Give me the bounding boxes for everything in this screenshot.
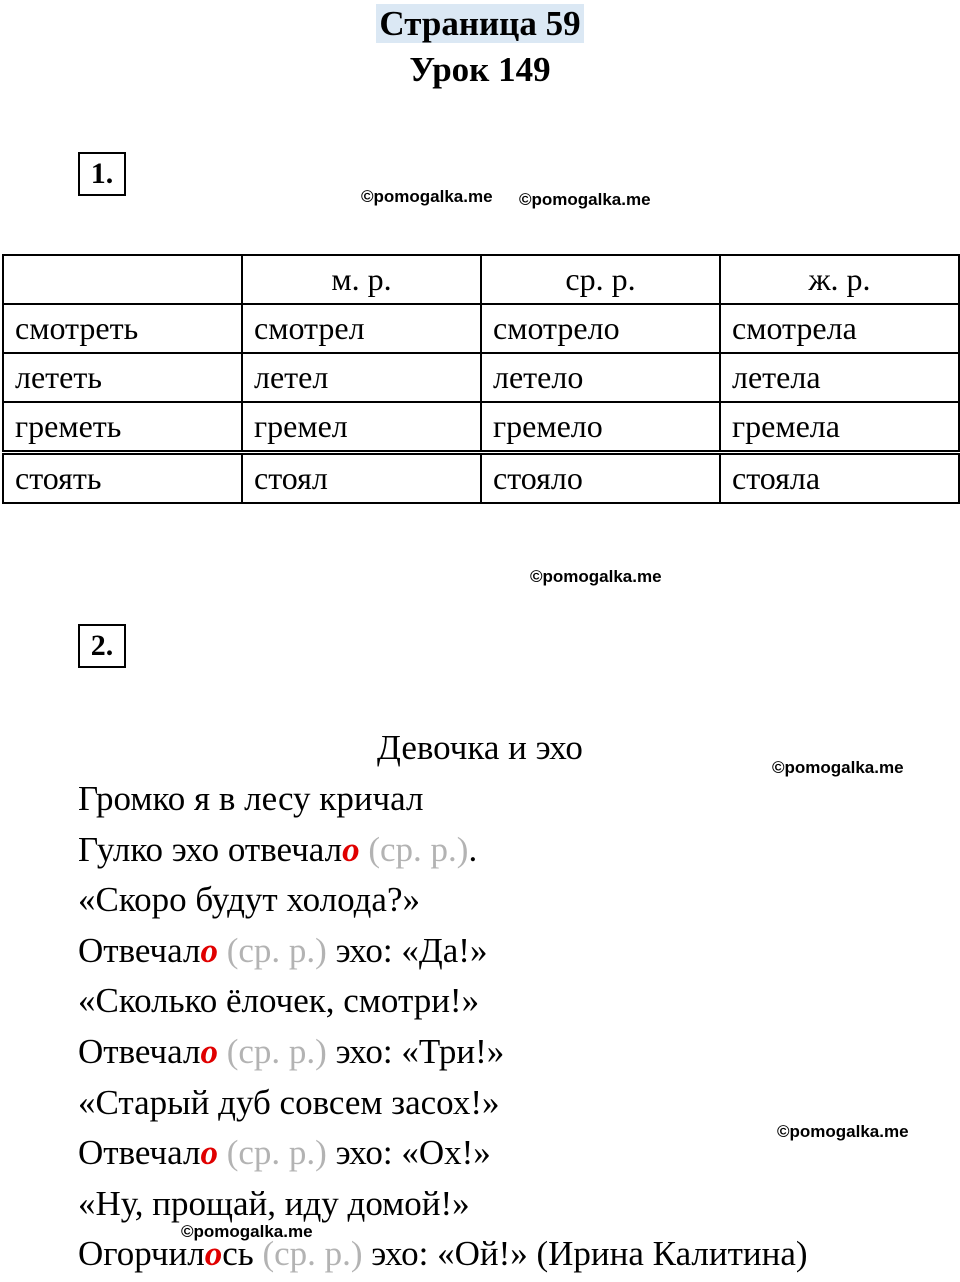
table-cell: греметь — [3, 402, 242, 453]
line-text: . — [468, 829, 478, 869]
table-cell: гремел — [242, 402, 481, 453]
table-cell: лететь — [3, 353, 242, 402]
gender-note: (ср. р.) — [368, 829, 469, 869]
ending-letter: о — [200, 1133, 218, 1173]
table-header-cell: м. р. — [242, 255, 481, 304]
table-header-cell: ср. р. — [481, 255, 720, 304]
poem-line — [78, 1130, 808, 1181]
watermark: ©pomogalka.me — [361, 187, 493, 206]
table-cell: гремело — [481, 402, 720, 453]
line-text: Громко я в лесу кричал — [78, 779, 424, 818]
task-number-2: 2. — [78, 624, 126, 668]
watermark: ©pomogalka.me — [181, 1222, 313, 1241]
poem-line — [78, 1080, 808, 1131]
table-row — [3, 304, 959, 353]
gender-forms-table — [2, 254, 960, 504]
line-text: сь — [222, 1234, 254, 1274]
line-text: эхо: «Ох!» — [326, 1133, 491, 1173]
table-cell: стоял — [242, 453, 481, 504]
watermark: ©pomogalka.me — [772, 758, 904, 777]
table-cell: стояла — [720, 453, 959, 504]
page-title — [0, 2, 960, 46]
table-cell: стоять — [3, 453, 242, 504]
gender-note: (ср. р.) — [226, 1133, 327, 1173]
task-number-1: 1. — [78, 152, 126, 196]
table-header-row — [3, 255, 959, 304]
table-row — [3, 453, 959, 504]
ending-letter: о — [200, 930, 218, 970]
poem-line — [78, 776, 808, 827]
line-text: «Скоро будут холода?» — [78, 880, 420, 920]
table-cell: летело — [481, 353, 720, 402]
table-header-cell — [3, 255, 242, 304]
line-text: Отвечал — [78, 1031, 201, 1071]
ending-letter: о — [200, 1031, 218, 1071]
line-text: эхо: «Три!» — [326, 1031, 505, 1071]
table-cell: гремела — [720, 402, 959, 453]
line-text: Гулко эхо отвечал — [78, 829, 343, 869]
line-text: «Сколько ёлочек, смотри!» — [78, 981, 480, 1021]
poem-line — [78, 978, 808, 1029]
lesson-title: Урок 149 — [409, 50, 551, 89]
table-row — [3, 402, 959, 453]
poem-line — [78, 1029, 808, 1080]
table-cell: летел — [242, 353, 481, 402]
table-cell: смотрела — [720, 304, 959, 353]
table-cell: стояло — [481, 453, 720, 504]
poem-line — [78, 827, 808, 878]
table-cell: летела — [720, 353, 959, 402]
poem-line — [78, 877, 808, 928]
gender-note: (ср. р.) — [226, 1031, 327, 1071]
ending-letter: о — [342, 829, 360, 869]
table-cell: смотрело — [481, 304, 720, 353]
line-text: эхо: «Да!» — [326, 930, 488, 970]
page-title-text: Страница 59 — [376, 4, 583, 43]
gender-note: (ср. р.) — [262, 1234, 363, 1274]
watermark: ©pomogalka.me — [530, 567, 662, 586]
poem-text — [78, 776, 808, 1282]
line-text: Отвечал — [78, 930, 201, 970]
table-cell: смотреть — [3, 304, 242, 353]
poem-title: Девочка и эхо — [377, 728, 583, 767]
poem-line — [78, 928, 808, 979]
table-row — [3, 353, 959, 402]
line-text: эхо: «Ой!» (Ирина Калитина) — [362, 1234, 808, 1274]
watermark: ©pomogalka.me — [519, 190, 651, 209]
table-cell: смотрел — [242, 304, 481, 353]
line-text: Огорчил — [78, 1234, 205, 1274]
table-header-cell: ж. р. — [720, 255, 959, 304]
ending-letter: о — [204, 1234, 223, 1274]
line-text: «Ну, прощай, иду домой!» — [78, 1183, 470, 1223]
watermark: ©pomogalka.me — [777, 1122, 909, 1141]
gender-note: (ср. р.) — [226, 930, 327, 970]
line-text: Отвечал — [78, 1133, 201, 1173]
line-text: «Старый дуб совсем засох!» — [78, 1082, 500, 1122]
